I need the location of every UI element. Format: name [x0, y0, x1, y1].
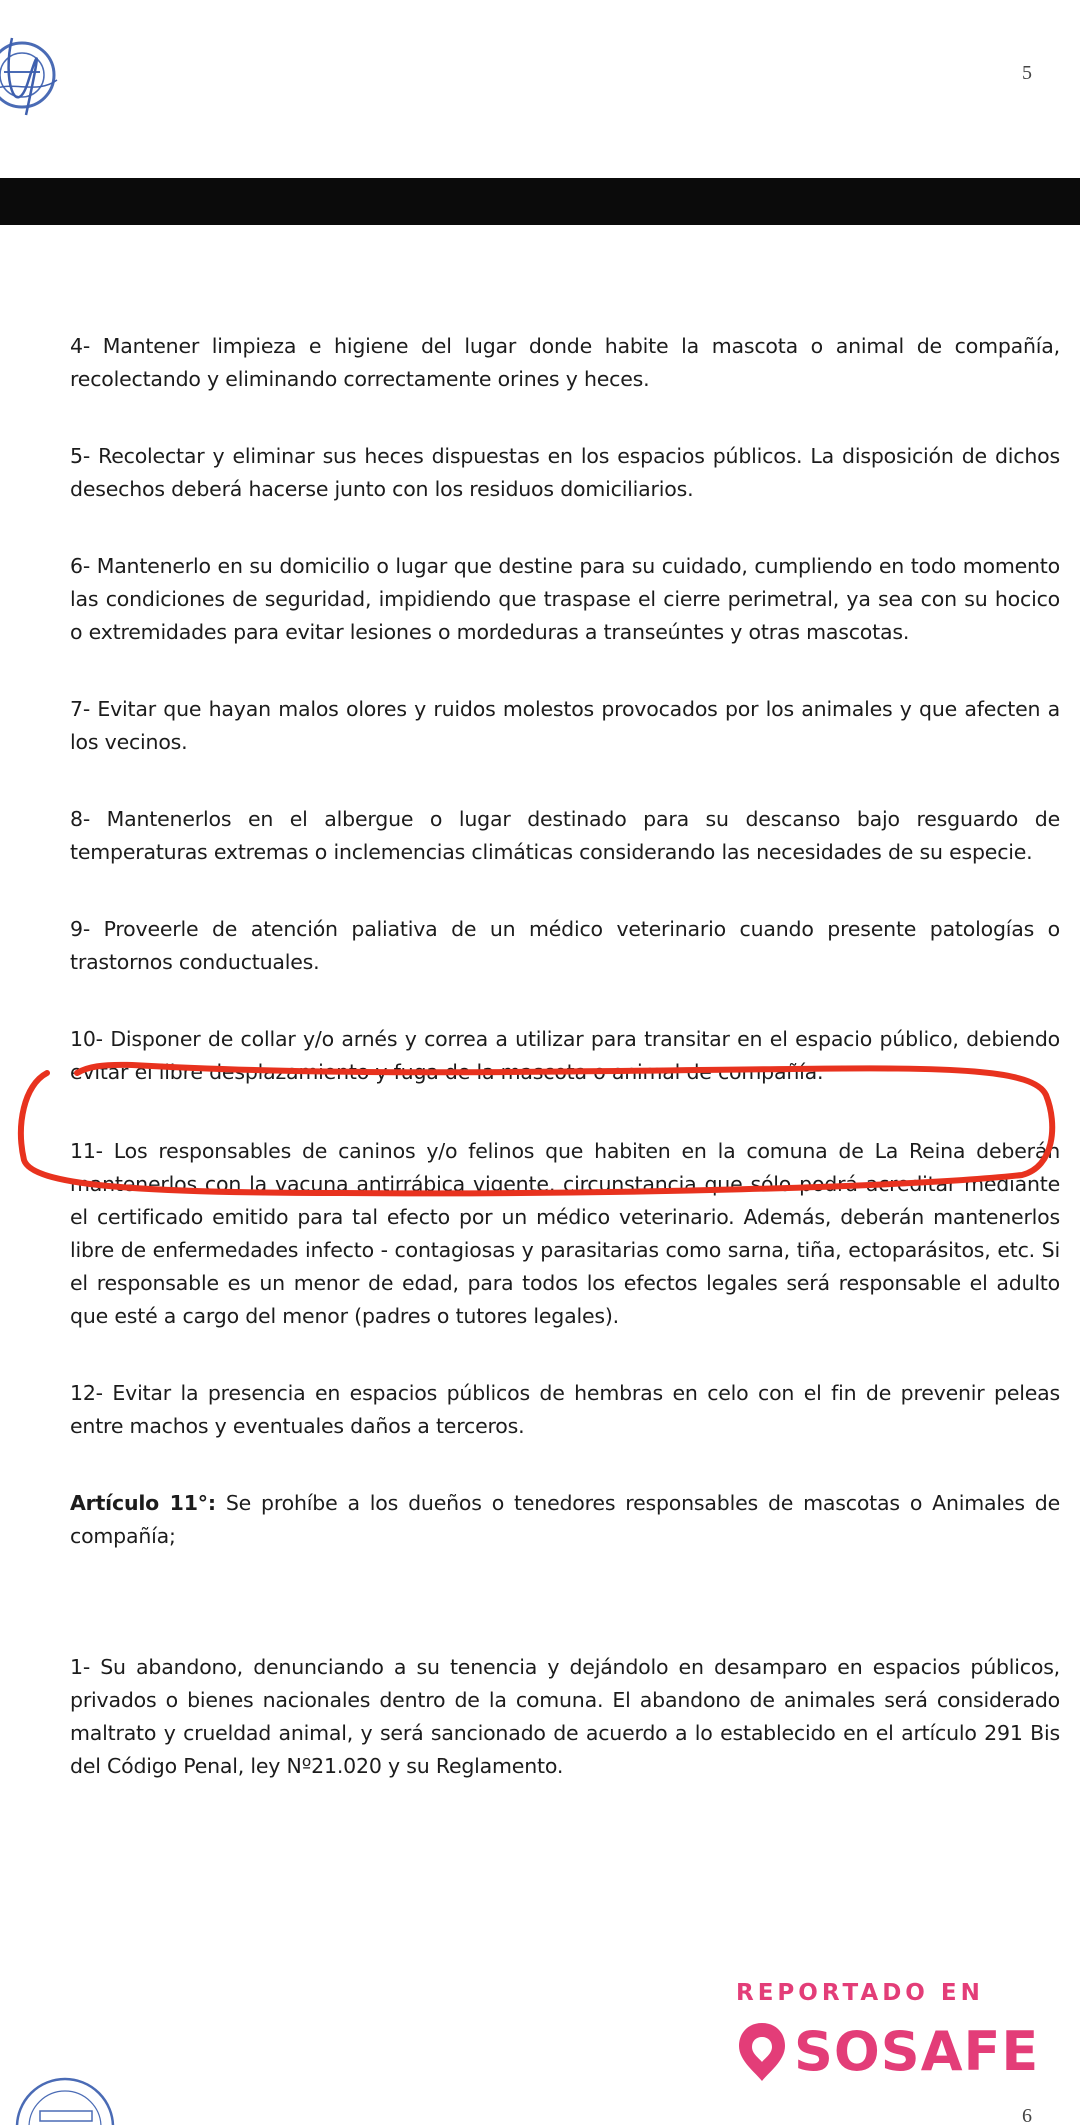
redaction-bar [0, 178, 1080, 225]
clause-11: 11- Los responsables de caninos y/o felinos que habiten en la comuna de La Reina deberán mantenerlos con la vacuna antirrábica vigente, circunstancia que sólo podrá acreditar mediante el certificado emitido para tal efecto por un médico veterinario. Además, deberán mantenerlos libre de enfermedades infecto - contagiosas y parasitarias como sarna, tiña, ectoparásitos, etc. Si el responsable es un menor de edad, para todos los efectos legales será responsable el adulto que esté a cargo del menor (padres o tutores legales). [70, 1139, 1060, 1328]
official-seal-stamp [0, 20, 77, 130]
article-11 [70, 1487, 1060, 1553]
clause-5: 5- Recolectar y eliminar sus heces dispuestas en los espacios públicos. La disposición de dichos desechos deberá hacerse junto con los residuos domiciliarios. [70, 444, 1060, 501]
article-heading: Artículo 11°: [70, 1491, 216, 1515]
watermark-caption: REPORTADO EN [736, 1980, 984, 2006]
clause-10: 10- Disponer de collar y/o arnés y correa a utilizar para transitar en el espacio público, debiendo evitar el libre desplazamiento y fuga de la mascota o animal de compañía. [70, 1027, 1060, 1084]
location-pin-icon [736, 2021, 788, 2083]
page-number: 5 [1022, 62, 1032, 84]
sosafe-logo [736, 2020, 1039, 2083]
bottom-seal-stamp [10, 2065, 120, 2125]
prohibition-1: 1- Su abandono, denunciando a su tenencia y dejándolo en desamparo en espacios públicos, privados o bienes nacionales dentro de la comuna. El abandono de animales será considerado maltrato y crueldad animal, y será sancionado de acuerdo a lo establecido en el artículo 291 Bis del Código Penal, ley Nº21.020 y su Reglamento. [70, 1655, 1060, 1778]
watermark-brand: SOSAFE [794, 2020, 1040, 2083]
clause-7: 7- Evitar que hayan malos olores y ruidos molestos provocados por los animales y que afecten a los vecinos. [70, 697, 1060, 754]
document-body [70, 330, 1060, 1827]
clause-6: 6- Mantenerlo en su domicilio o lugar que destine para su cuidado, cumpliendo en todo momento las condiciones de seguridad, impidiendo que traspase el cierre perimetral, ya sea con su hocico o extremidades para evitar lesiones o mordeduras a transeúntes y otras mascotas. [70, 554, 1060, 644]
clause-9: 9- Proveerle de atención paliativa de un médico veterinario cuando presente patologías o trastornos conductuales. [70, 917, 1060, 974]
clause-12: 12- Evitar la presencia en espacios públicos de hembras en celo con el fin de prevenir peleas entre machos y eventuales daños a terceros. [70, 1381, 1060, 1438]
next-page-number: 6 [1022, 2105, 1032, 2127]
sosafe-watermark [730, 1980, 1070, 2120]
clause-8: 8- Mantenerlos en el albergue o lugar destinado para su descanso bajo resguardo de temperaturas extremas o inclemencias climáticas considerando las necesidades de su especie. [70, 807, 1060, 864]
article-text: Se prohíbe a los dueños o tenedores responsables de mascotas o Animales de compañía; [70, 1491, 1061, 1548]
clause-4: 4- Mantener limpieza e higiene del lugar donde habite la mascota o animal de compañía, recolectando y eliminando correctamente orines y heces. [70, 334, 1060, 391]
